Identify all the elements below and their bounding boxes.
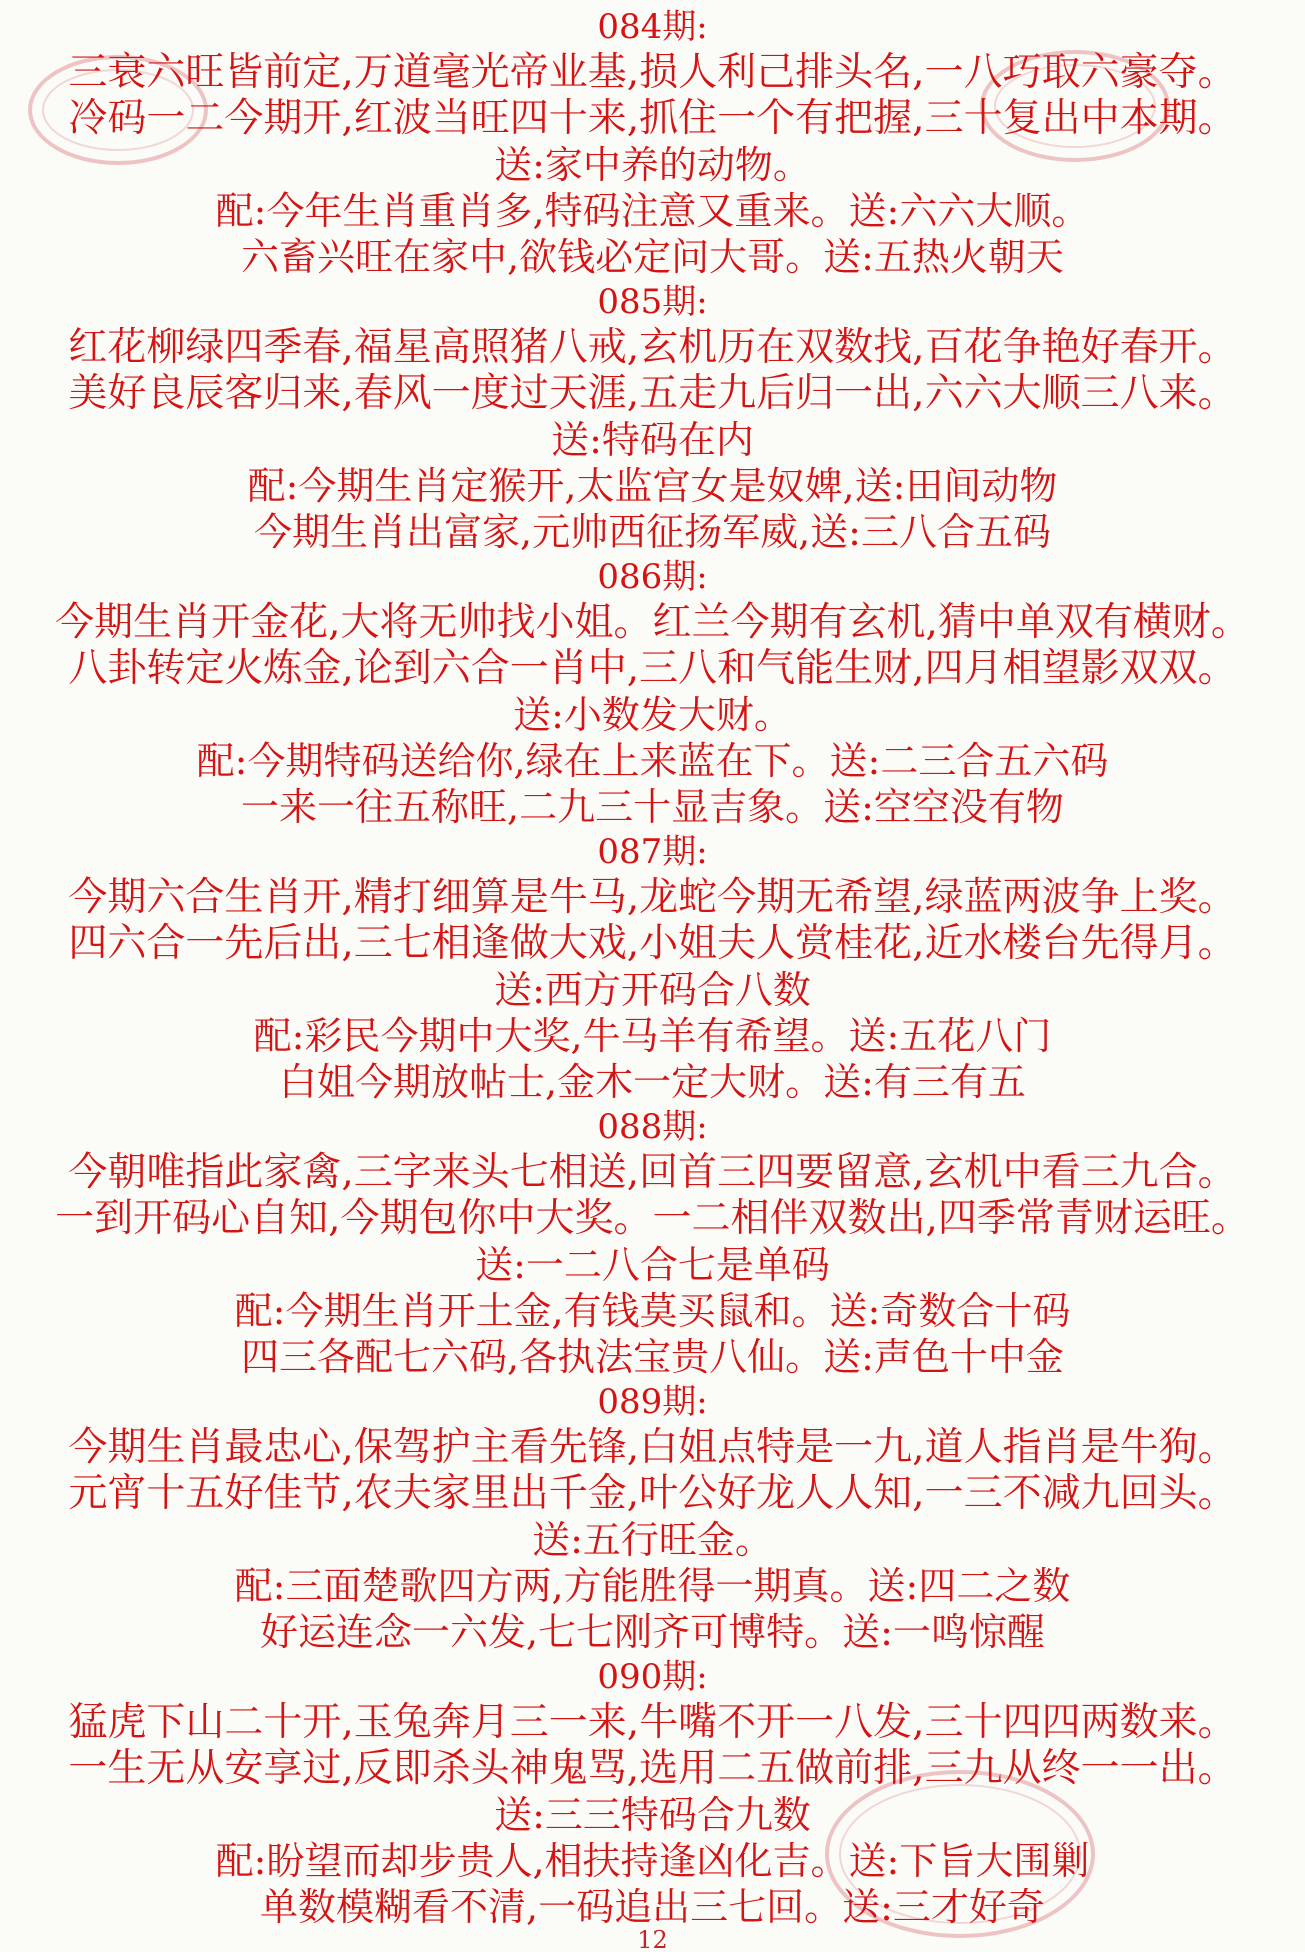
- issue-block: [0, 1104, 1305, 1379]
- pair-line: 配:今年生肖重肖多,特码注意又重来。送:六六大顺。: [215, 189, 1090, 233]
- issue-title: 085期:: [597, 282, 708, 322]
- issue-block: [0, 4, 1305, 279]
- verse-line: 今期生肖开金花,大将无帅找小姐。红兰今期有玄机,猜中单双有横财。: [55, 600, 1250, 645]
- pair-line: 六畜兴旺在家中,欲钱必定问大哥。送:五热火朝天: [241, 235, 1064, 279]
- issue-block: [0, 1654, 1305, 1929]
- pair-line: 配:彩民今期中大奖,牛马羊有希望。送:五花八门: [253, 1014, 1052, 1058]
- pair-line: 四三各配七六码,各执法宝贵八仙。送:声色十中金: [241, 1335, 1064, 1379]
- issue-title: 089期:: [597, 1382, 708, 1422]
- issue-title: 088期:: [597, 1107, 708, 1147]
- send-line: 送:特码在内: [551, 418, 754, 462]
- issue-title: 090期:: [597, 1657, 708, 1697]
- issue-title: 086期:: [597, 557, 708, 597]
- pair-line: 配:今期生肖开土金,有钱莫买鼠和。送:奇数合十码: [234, 1289, 1071, 1333]
- verse-line: 今朝唯指此家禽,三字来头七相送,回首三四要留意,玄机中看三九合。: [68, 1150, 1237, 1195]
- verse-line: 八卦转定火炼金,论到六合一肖中,三八和气能生财,四月相望影双双。: [68, 646, 1237, 691]
- verse-line: 四六合一先后出,三七相逢做大戏,小姐夫人赏桂花,近水楼台先得月。: [68, 921, 1237, 966]
- verse-line: 今期六合生肖开,精打细算是牛马,龙蛇今期无希望,绿蓝两波争上奖。: [68, 875, 1237, 920]
- verse-line: 三衰六旺皆前定,万道毫光帝业基,损人利己排头名,一八巧取六豪夺。: [68, 50, 1237, 95]
- send-line: 送:家中养的动物。: [494, 143, 811, 187]
- issue-title: 084期:: [597, 7, 708, 47]
- verse-line: 冷码一二今期开,红波当旺四十来,抓住一个有把握,三十复出中本期。: [68, 96, 1237, 141]
- send-line: 送:西方开码合八数: [494, 968, 811, 1012]
- page-number: 12: [637, 1926, 668, 1952]
- verse-line: 元宵十五好佳节,农夫家里出千金,叶公好龙人人知,一三不减九回头。: [68, 1471, 1237, 1516]
- verse-line: 一到开码心自知,今期包你中大奖。一二相伴双数出,四季常青财运旺。: [55, 1196, 1250, 1241]
- pair-line: 今期生肖出富家,元帅西征扬军威,送:三八合五码: [254, 510, 1051, 554]
- send-line: 送:一二八合七是单码: [475, 1243, 830, 1287]
- pair-line: 单数模糊看不清,一码追出三七回。送:三才好奇: [260, 1885, 1045, 1929]
- send-line: 送:小数发大财。: [513, 693, 792, 737]
- pair-line: 配:今期生肖定猴开,太监宫女是奴婢,送:田间动物: [247, 464, 1058, 508]
- issue-title: 087期:: [597, 832, 708, 872]
- pair-line: 配:三面楚歌四方两,方能胜得一期真。送:四二之数: [234, 1564, 1071, 1608]
- send-line: 送:三三特码合九数: [494, 1793, 811, 1837]
- pair-line: 好运连念一六发,七七刚齐可博特。送:一鸣惊醒: [260, 1610, 1045, 1654]
- verse-line: 红花柳绿四季春,福星高照猪八戒,玄机历在双数找,百花争艳好春开。: [68, 325, 1237, 370]
- issue-block: [0, 554, 1305, 829]
- pair-line: 一来一往五称旺,二九三十显吉象。送:空空没有物: [241, 785, 1064, 829]
- pair-line: 白姐今期放帖士,金木一定大财。送:有三有五: [279, 1060, 1026, 1104]
- pair-line: 配:今期特码送给你,绿在上来蓝在下。送:二三合五六码: [196, 739, 1109, 783]
- verse-line: 今期生肖最忠心,保驾护主看先锋,白姐点特是一九,道人指肖是牛狗。: [68, 1425, 1237, 1470]
- verse-line: 一生无从安享过,反即杀头神鬼骂,选用二五做前排,三九从终一一出。: [68, 1746, 1237, 1791]
- send-line: 送:五行旺金。: [532, 1518, 773, 1562]
- verse-line: 猛虎下山二十开,玉兔奔月三一来,牛嘴不开一八发,三十四四两数来。: [68, 1700, 1237, 1745]
- verse-line: 美好良辰客归来,春风一度过天涯,五走九后归一出,六六大顺三八来。: [68, 371, 1237, 416]
- pair-line: 配:盼望而却步贵人,相扶持逢凶化吉。送:下旨大围剿: [215, 1839, 1090, 1883]
- issue-block: [0, 1379, 1305, 1654]
- issue-block: [0, 279, 1305, 554]
- issue-block: [0, 829, 1305, 1104]
